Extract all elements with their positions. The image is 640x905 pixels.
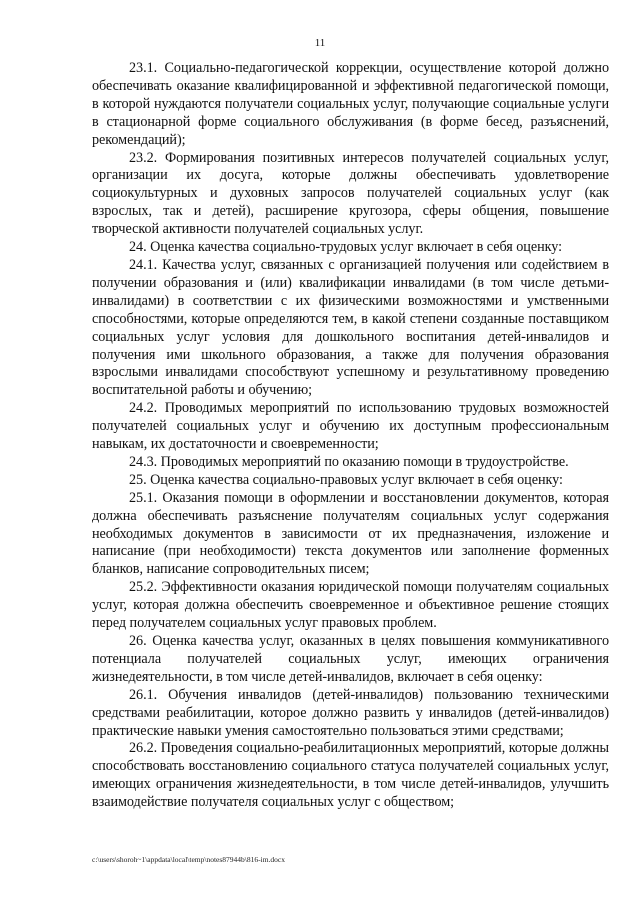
paragraph-24: 24. Оценка качества социально-трудовых услуг включает в себя оценку: [129,239,563,256]
paragraph-24-2: 24.2. Проводимых мероприятий по использованию трудовых возможностей получателей социальных услуг и обучению их доступным профессиональным навыкам, их достаточности и своевременности; [92,400,609,453]
paragraph-26: 26. Оценка качества услуг, оказанных в целях повышения коммуникативного потенциала получателей социальных услуг, имеющих ограничения жизнедеятельности, в том числе детей-инвалидов, включает в себя оценку: [92,633,609,685]
paragraph-25: 25. Оценка качества социально-правовых услуг включает в себя оценку: [129,471,563,488]
page-number: 11 [314,37,326,49]
footer-file-path: c:\users\shoroh~1\appdata\local\temp\notes87944b\816-im.docx [92,855,285,864]
paragraph-23-2: 23.2. Формирования позитивных интересов получателей социальных услуг, организации их досуга, которые должны обеспечивать удовлетворение социокультурных и духовных запросов получателей социальных услуг (как взрослых, так и детей), расширение кругозора, сферы общения, повышение творческой активности получателей социальных услуг. [92,149,609,238]
document-body [92,60,609,812]
paragraph-23-1: 23.1. Социально-педагогической коррекции, осуществление которой должно обеспечивать оказание квалифицированной и эффективной педагогической помощи, в которой нуждаются получатели социальных услуг, получающие социальные услуги в стационарной форме социального обслуживания (в форме бесед, разъяснений, рекомендаций); [92,60,609,148]
paragraph-25-2: 25.2. Эффективности оказания юридической помощи получателям социальных услуг, которая должна обеспечить своевременное и объективное решение стоящих перед получателем социальных услуг правовых проблем. [92,579,609,632]
paragraph-26-2: 26.2. Проведения социально-реабилитационных мероприятий, которые должны способствовать восстановлению социального статуса получателей социальных услуг, имеющих ограничения жизнедеятельности, в том числе детей-инвалидов, улучшить взаимодействие получателя социальных услуг с обществом; [92,740,609,811]
paragraph-26-1: 26.1. Обучения инвалидов (детей-инвалидов) пользованию техническими средствами реабилитации, которое должно развить у инвалидов (детей-инвалидов) практические навыки умения самостоятельно пользоваться этими средствами; [92,686,609,739]
paragraph-24-1: 24.1. Качества услуг, связанных с организацией получения или содействием в получении образования и (или) квалификации инвалидами (в том числе детьми-инвалидами) в соответствии с их физическими возможностями и умственными способностями, которые определяются тем, в какой степени созданные поставщиком социальных услуг условия для дошкольного воспитания детей-инвалидов и получения ими школьного образования, а также для получения образования взрослыми инвалидами способствуют успешному и результативному проведению воспитательной работы и обучению; [92,256,609,399]
paragraph-25-1: 25.1. Оказания помощи в оформлении и восстановлении документов, которая должна обеспечивать разъяснение получателям социальных услуг содержания необходимых документов в зависимости от их предназначения, изложение и написание (при необходимости) текста документов или заполнение форменных бланков, написание сопроводительных писем; [92,489,609,578]
paragraph-24-3: 24.3. Проводимых мероприятий по оказанию помощи в трудоустройстве. [129,453,569,470]
